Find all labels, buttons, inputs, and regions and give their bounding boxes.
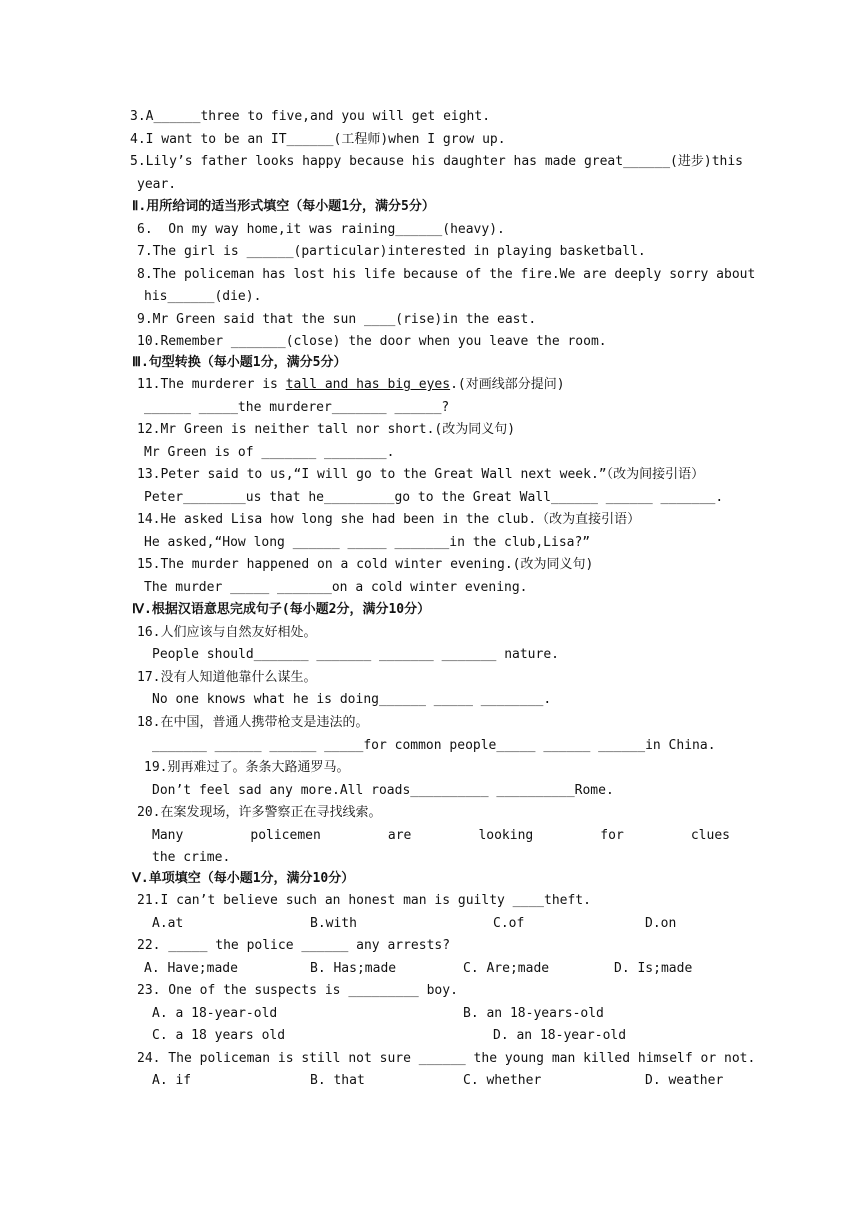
question-20-answer: [152, 827, 730, 845]
question-20-word: looking: [478, 828, 534, 843]
question-17-answer: No one knows what he is doing______ _____ ________.: [152, 692, 552, 707]
question-21: 21.I can’t believe such an honest man is guilty ____theft.: [137, 893, 591, 908]
section-3-heading: Ⅲ.句型转换（每小题1分，满分5分）: [132, 355, 347, 370]
question-11-instruction: .(对画线部分提问): [450, 377, 565, 392]
option-23-a: A. a 18-year-old: [152, 1006, 278, 1021]
option-22-a: A. Have;made: [144, 961, 238, 976]
question-17: 17.没有人知道他靠什么谋生。: [137, 670, 317, 685]
option-23-b: B. an 18-years-old: [463, 1006, 604, 1021]
option-24-a: A. if: [152, 1073, 192, 1088]
section-5-heading: Ⅴ.单项填空（每小题1分，满分10分）: [132, 871, 355, 886]
option-24-d: D. weather: [645, 1073, 724, 1088]
question-13-answer: Peter________us that he_________go to the Great Wall______ ______ _______.: [144, 490, 724, 505]
question-9: 9.Mr Green said that the sun ____(rise)in the east.: [137, 312, 537, 327]
question-20-word: policemen: [250, 828, 321, 843]
question-20-word: for: [600, 828, 624, 843]
question-14: 14.He asked Lisa how long she had been in the club.（改为直接引语）: [137, 512, 641, 527]
question-19: 19.别再难过了。条条大路通罗马。: [144, 760, 350, 775]
option-22-c: C. Are;made: [463, 961, 550, 976]
option-24-c: C. whether: [463, 1073, 542, 1088]
question-23: 23. One of the suspects is _________ boy.: [137, 983, 458, 998]
option-21-a: A.at: [152, 916, 184, 931]
question-6: 6. On my way home,it was raining______(heavy).: [137, 222, 505, 237]
question-16-answer: People should_______ _______ _______ _______ nature.: [152, 647, 559, 662]
option-21-c: C.of: [493, 916, 525, 931]
question-18: 18.在中国，普通人携带枪支是违法的。: [137, 715, 369, 730]
question-10: 10.Remember _______(close) the door when you leave the room.: [137, 334, 607, 349]
question-11-answer: ______ _____the murderer_______ ______?: [144, 400, 450, 415]
question-20-word: Many: [152, 828, 184, 843]
question-8-cont: his______(die).: [144, 289, 262, 304]
question-4: 4.I want to be an IT______(工程师)when I grow up.: [130, 132, 506, 147]
option-21-d: D.on: [645, 916, 677, 931]
section-4-heading: Ⅳ.根据汉语意思完成句子(每小题2分，满分10分）: [132, 602, 431, 617]
question-7: 7.The girl is ______(particular)interested in playing basketball.: [137, 244, 646, 259]
question-12: 12.Mr Green is neither tall nor short.(改为同义句): [137, 422, 516, 437]
question-20-cont: the crime.: [152, 850, 231, 865]
question-13: 13.Peter said to us,“I will go to the Great Wall next week.”（改为间接引语）: [137, 467, 705, 482]
question-12-answer: Mr Green is of _______ ________.: [144, 445, 395, 460]
question-20-word: are: [387, 828, 412, 843]
question-22: 22. _____ the police ______ any arrests?: [137, 938, 451, 953]
option-21-b: B.with: [310, 916, 357, 931]
question-11-underlined: tall and has big eyes: [285, 377, 451, 392]
question-15: 15.The murder happened on a cold winter evening.(改为同义句): [137, 557, 594, 572]
option-24-b: B. that: [310, 1073, 365, 1088]
option-22-b: B. Has;made: [310, 961, 397, 976]
question-5-cont: year.: [137, 177, 177, 192]
question-19-answer: Don’t feel sad any more.All roads__________ __________Rome.: [152, 783, 614, 798]
question-15-answer: The murder _____ _______on a cold winter evening.: [144, 580, 528, 595]
question-3: 3.A______three to five,and you will get eight.: [130, 109, 491, 124]
question-5: 5.Lily’s father looks happy because his daughter has made great______(进步)this: [130, 154, 743, 169]
question-11-text: 11.The murderer is: [137, 377, 286, 392]
question-20-word: clues: [690, 828, 730, 843]
option-22-d: D. Is;made: [614, 961, 693, 976]
option-23-c: C. a 18 years old: [152, 1028, 286, 1043]
question-20: 20.在案发现场，许多警察正在寻找线索。: [137, 805, 382, 820]
question-11: [137, 376, 565, 394]
question-18-answer: _______ ______ ______ _____for common people_____ ______ ______in China.: [152, 738, 716, 753]
question-16: 16.人们应该与自然友好相处。: [137, 625, 317, 640]
section-2-heading: Ⅱ.用所给词的适当形式填空（每小题1分，满分5分）: [132, 199, 435, 214]
question-8: 8.The policeman has lost his life because of the fire.We are deeply sorry about: [137, 267, 756, 282]
question-14-answer: He asked,“How long ______ _____ _______in the club,Lisa?”: [144, 535, 591, 550]
option-23-d: D. an 18-year-old: [493, 1028, 627, 1043]
question-24: 24. The policeman is still not sure ______ the young man killed himself or not.: [137, 1051, 756, 1066]
